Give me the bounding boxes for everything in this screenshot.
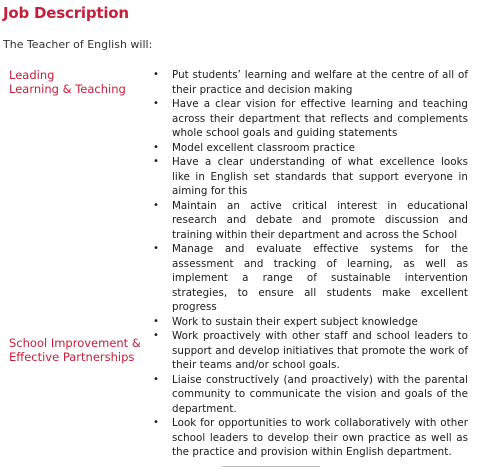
list-item xyxy=(152,315,468,330)
list-item xyxy=(152,97,468,141)
list-item-text: Model excellent classroom practice xyxy=(172,141,355,154)
bullet-icon: • xyxy=(153,156,159,167)
section-label-line: Learning & Teaching xyxy=(9,82,126,96)
bullet-icon: • xyxy=(153,417,159,428)
list-item-text: Look for opportunities to work collaboratively with other school leaders to develop their own practice as well as the practice and provision within English department. xyxy=(172,417,468,458)
list-item-text: Maintain an active critical interest in educational research and debate and promote discussion and training within their department and across the School xyxy=(172,199,468,241)
list-item xyxy=(152,141,468,156)
bullet-icon: • xyxy=(153,141,159,153)
list-item-text: Have a clear understanding of what excellence looks like in English set standards that support everyone in aiming for this xyxy=(172,156,468,197)
list-item-text: Manage and evaluate effective systems for the assessment and tracking of learning, as well as implement a range of sustainable intervention strategies, to ensure all students make excellent progress xyxy=(172,243,468,313)
section-label xyxy=(9,68,149,96)
list-item-text: Liaise constructively (and proactively) with the parental community to communicate the vision and goals of the department. xyxy=(172,373,468,415)
bullet-icon: • xyxy=(153,373,159,385)
bullet-list xyxy=(152,329,468,460)
section-label xyxy=(9,336,149,364)
list-item xyxy=(152,155,468,199)
bullet-icon: • xyxy=(153,243,159,254)
section-label-line: Leading xyxy=(9,68,55,82)
bullet-icon: • xyxy=(153,69,159,80)
list-item xyxy=(152,373,468,417)
list-item xyxy=(152,68,468,97)
section-label-line: Effective Partnerships xyxy=(9,350,135,364)
footer-divider xyxy=(222,466,320,467)
list-item xyxy=(152,242,468,315)
page-title: Job Description xyxy=(3,4,129,22)
intro-text: The Teacher of English will: xyxy=(3,38,153,51)
list-item xyxy=(152,329,468,373)
list-item-text: Put students’ learning and welfare at the centre of all of their practice and decision making xyxy=(172,69,468,96)
bullet-icon: • xyxy=(153,330,159,341)
list-item xyxy=(152,416,468,460)
list-item-text: Work to sustain their expert subject knowledge xyxy=(172,315,418,328)
list-item xyxy=(152,199,468,243)
section-label-line: School Improvement & xyxy=(9,336,141,350)
bullet-list xyxy=(152,68,468,329)
list-item-text: Work proactively with other staff and school leaders to support and develop initiatives that promote the work of their teams and/or school goals. xyxy=(172,330,468,371)
bullet-icon: • xyxy=(153,98,159,109)
bullet-icon: • xyxy=(153,315,159,327)
bullet-icon: • xyxy=(153,199,159,211)
list-item-text: Have a clear vision for effective learning and teaching across their department that reflects and complements whole school goals and guiding statements xyxy=(172,98,468,139)
